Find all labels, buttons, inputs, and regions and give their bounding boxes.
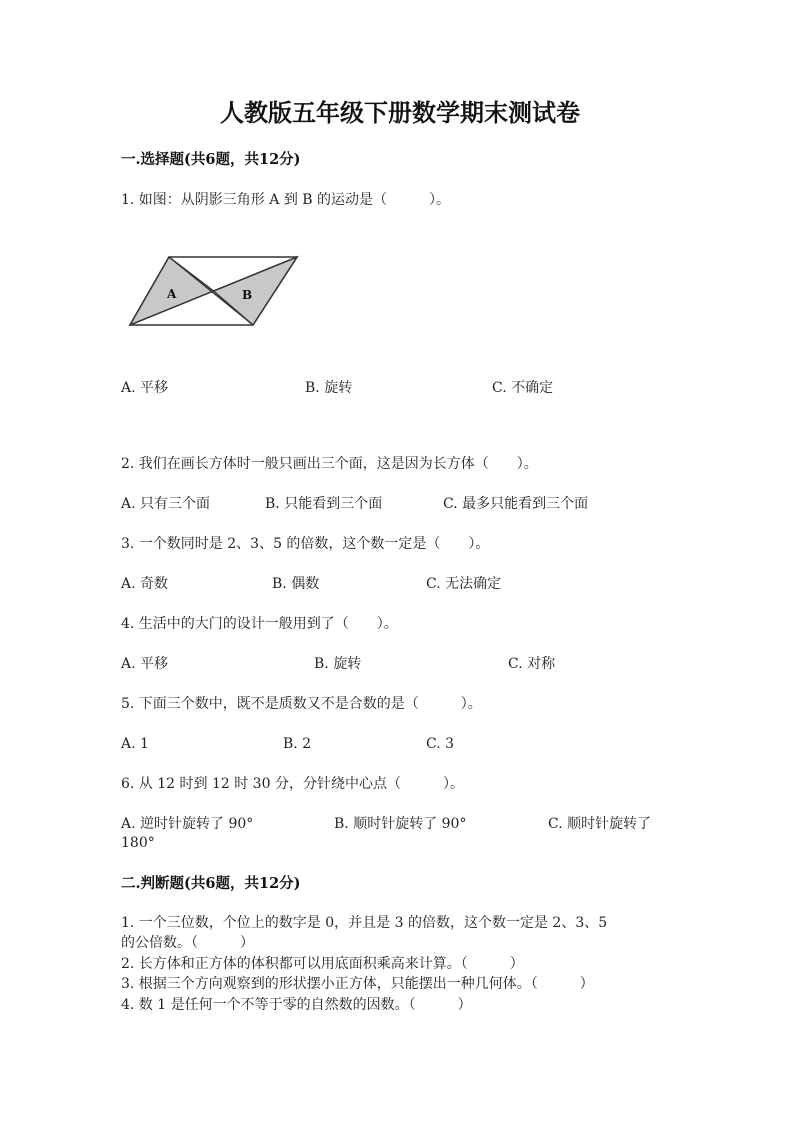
question-2-text: 2. 我们在画长方体时一般只画出三个面，这是因为长方体（ ）。 [121, 456, 538, 472]
q2-option-b: B. 只能看到三个面 [265, 496, 383, 512]
judgement-line-3: 2. 长方体和正方体的体积都可以用底面积乘高来计算。（ ） [121, 956, 524, 972]
question-6-text: 6. 从 12 时到 12 时 30 分，分针绕中心点（ ）。 [121, 776, 464, 792]
parallelogram-figure [125, 250, 305, 340]
q1-option-b: B. 旋转 [305, 380, 353, 396]
q4-option-a: A. 平移 [121, 656, 169, 672]
q6-option-b: B. 顺时针旋转了 90° [334, 816, 467, 832]
q5-option-c: C. 3 [426, 736, 455, 752]
q4-option-b: B. 旋转 [314, 656, 362, 672]
q3-option-a: A. 奇数 [121, 576, 169, 592]
question-1-text: 1. 如图：从阴影三角形 A 到 B 的运动是（ ）。 [121, 192, 451, 208]
page-title: 人教版五年级下册数学期末测试卷 [220, 98, 580, 127]
question-4-text: 4. 生活中的大门的设计一般用到了（ ）。 [121, 616, 398, 632]
triangle-label-a: A [167, 287, 177, 301]
q5-option-b: B. 2 [283, 736, 312, 752]
section-heading-judgement: 二.判断题(共6题，共12分) [121, 875, 301, 892]
q6-option-c: C. 顺时针旋转了 [548, 816, 652, 832]
q6-option-c-continued: 180° [121, 835, 155, 851]
q1-option-c: C. 不确定 [492, 380, 554, 396]
question-3-text: 3. 一个数同时是 2、3、5 的倍数，这个数一定是（ ）。 [121, 536, 490, 552]
judgement-line-5: 4. 数 1 是任何一个不等于零的自然数的因数。（ ） [121, 997, 472, 1013]
triangle-label-b: B [242, 288, 253, 302]
q3-option-c: C. 无法确定 [426, 576, 502, 592]
question-5-text: 5. 下面三个数中，既不是质数又不是合数的是（ ）。 [121, 696, 482, 712]
q3-option-b: B. 偶数 [272, 576, 320, 592]
section-heading-choice: 一.选择题(共6题，共12分) [121, 151, 301, 168]
q5-option-a: A. 1 [121, 736, 149, 752]
q2-option-c: C. 最多只能看到三个面 [443, 496, 589, 512]
judgement-line-4: 3. 根据三个方向观察到的形状摆小正方体，只能摆出一种几何体。（ ） [121, 976, 594, 992]
judgement-line-1: 1. 一个三位数，个位上的数字是 0，并且是 3 的倍数，这个数一定是 2、3、5 [121, 915, 608, 931]
q4-option-c: C. 对称 [508, 656, 556, 672]
q2-option-a: A. 只有三个面 [121, 496, 211, 512]
judgement-line-2: 的公倍数。（ ） [121, 935, 254, 951]
q6-option-a: A. 逆时针旋转了 90° [121, 816, 254, 832]
q1-option-a: A. 平移 [121, 380, 169, 396]
